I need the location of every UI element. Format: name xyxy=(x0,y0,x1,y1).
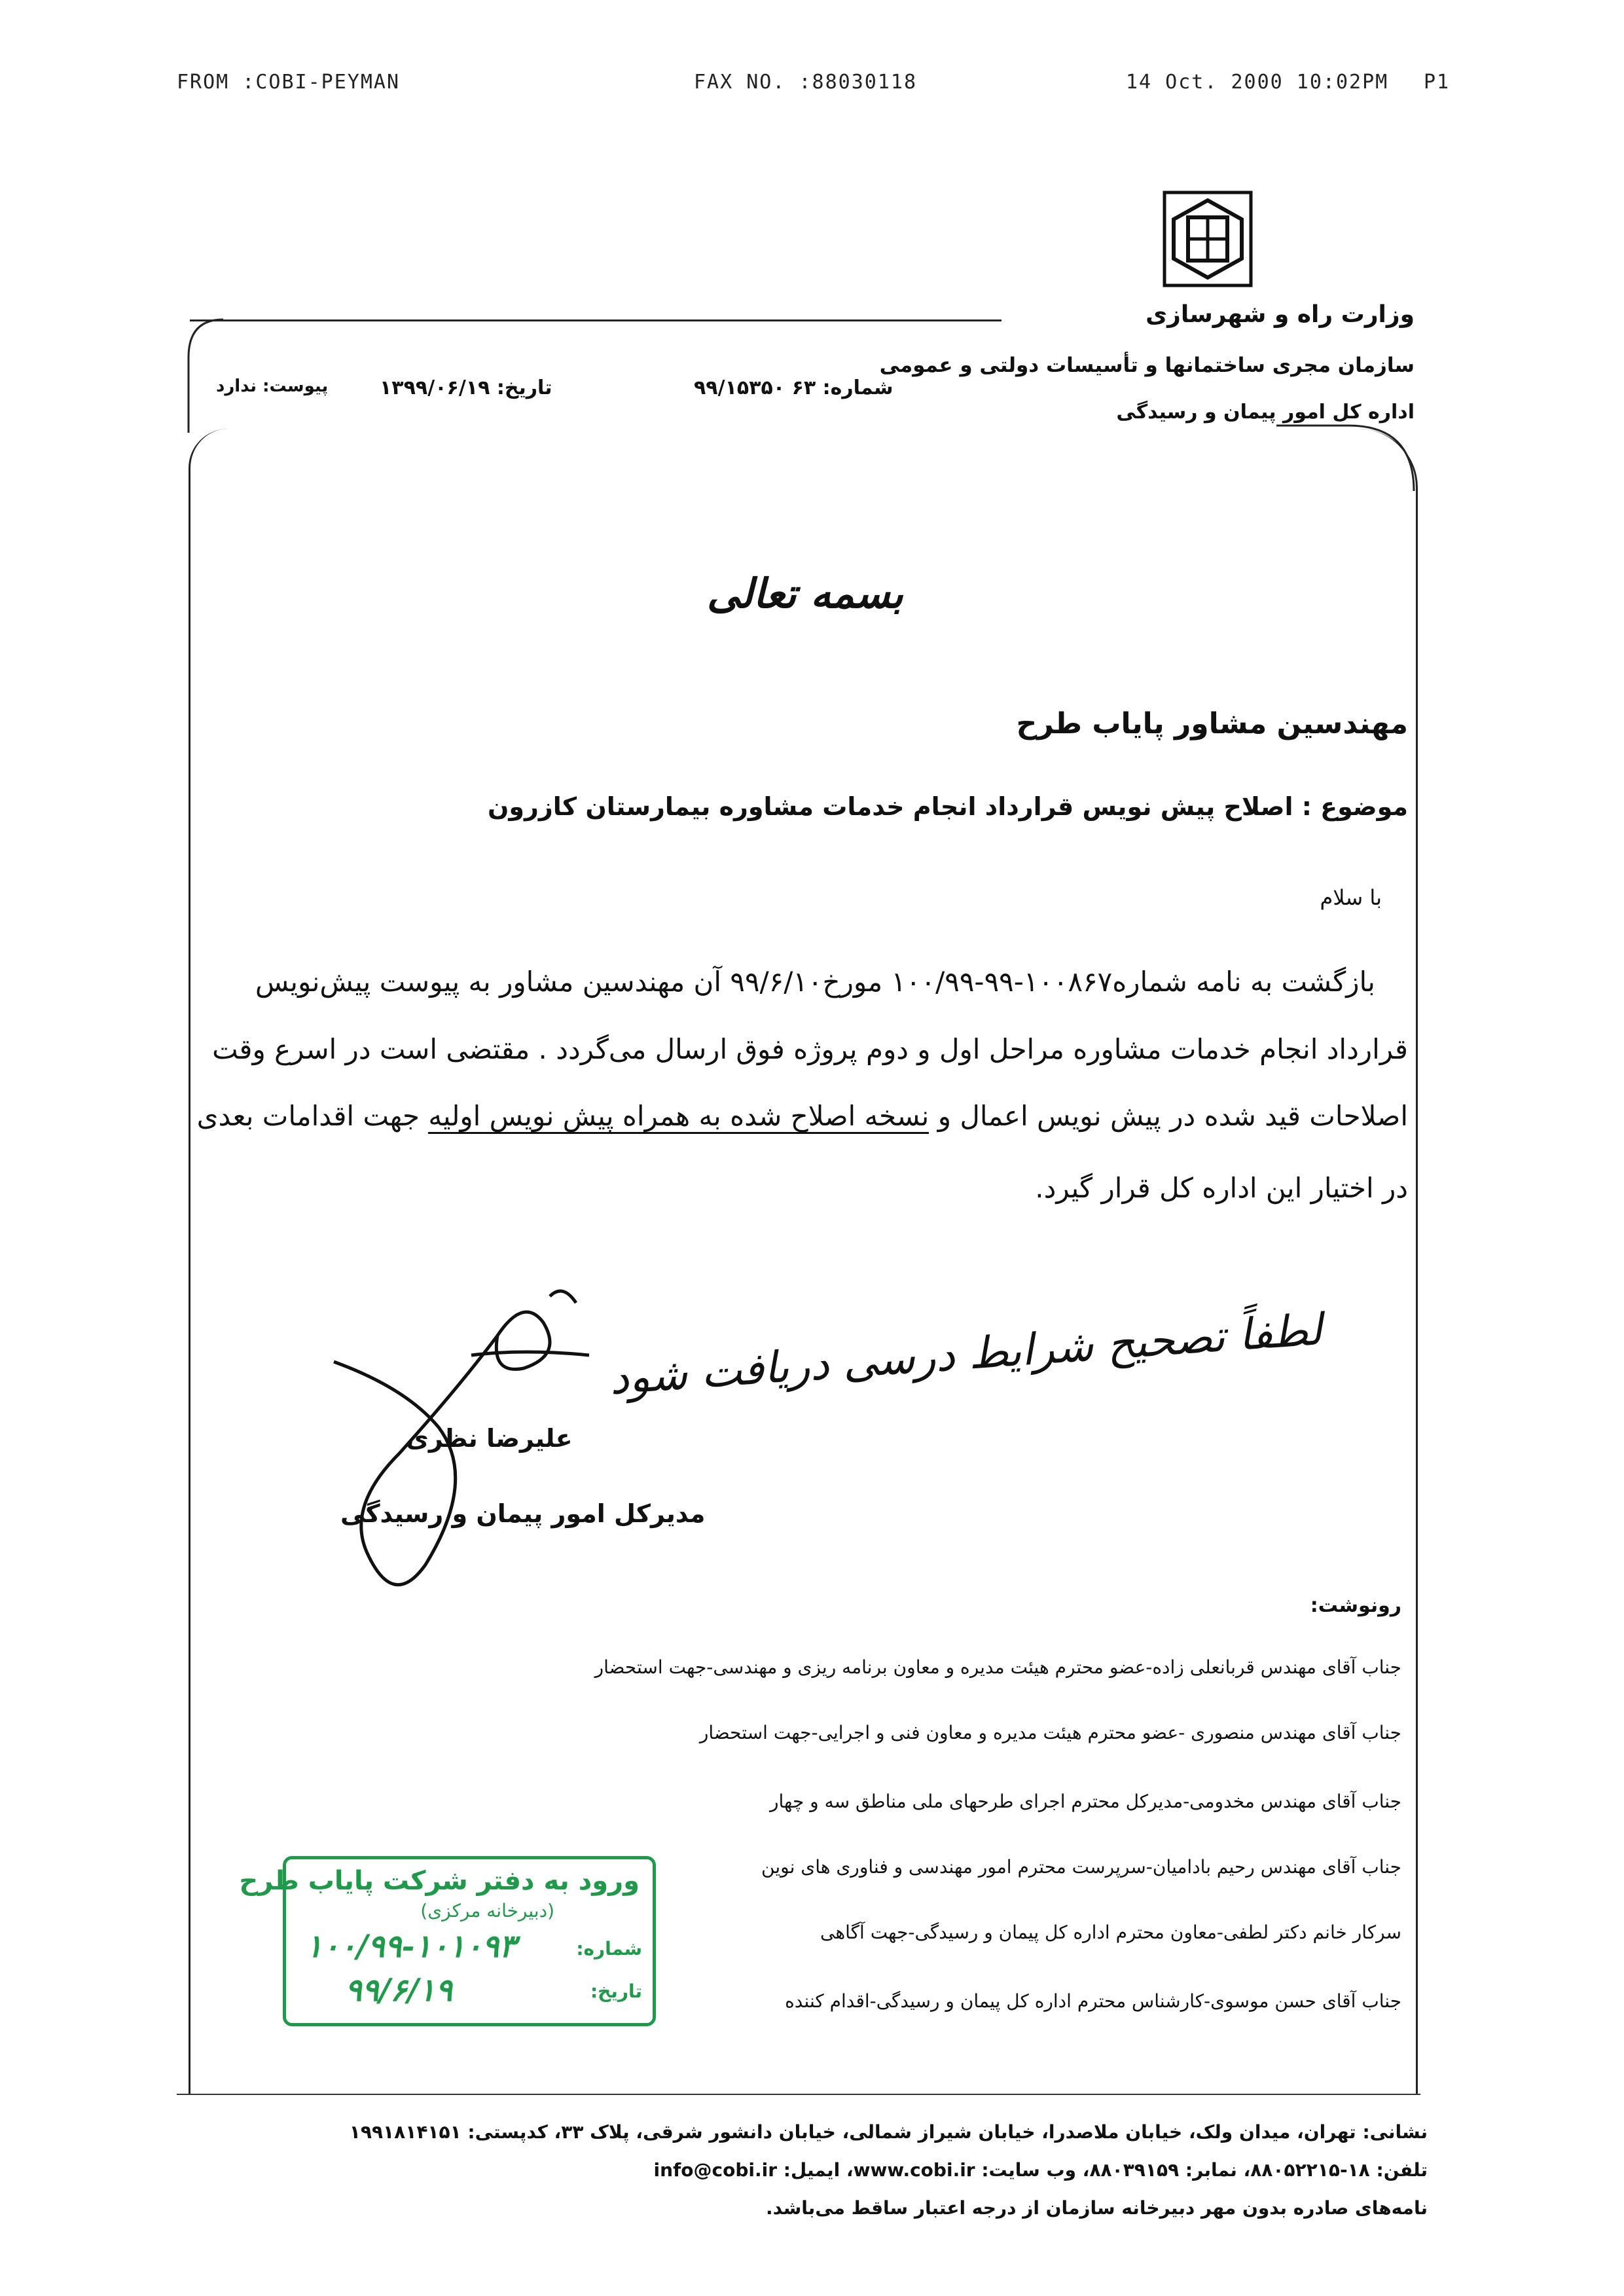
body-line-3: اصلاحات قید شده در پیش نویس اعمال و نسخه اصلاح شده به همراه پیش نویس اولیه جهت اقدامات بعدی xyxy=(197,1100,1408,1132)
body-line-2: قرارداد انجام خدمات مشاوره مراحل اول و دوم پروژه فوق ارسال می‌گردد . مقتضی است در اسرع وقت xyxy=(212,1033,1408,1065)
letter-date: تاریخ: ۱۳۹۹/۰۶/۱۹ xyxy=(380,376,552,399)
fax-from: FROM :COBI-PEYMAN xyxy=(177,71,401,94)
footer-notice: نامه‌های صادره بدون مهر دبیرخانه سازمان از درجه اعتبار ساقط می‌باشد. xyxy=(765,2197,1428,2219)
frame-left-corner xyxy=(187,318,226,433)
frame-corner xyxy=(1276,419,1417,498)
underlined-phrase: نسخه اصلاح شده به همراه پیش نویس اولیه xyxy=(428,1100,929,1134)
stamp-date-value: ۹۹/۶/۱۹ xyxy=(345,1972,452,2009)
stamp-date-label: تاریخ: xyxy=(590,1980,642,2002)
ministry-logo-icon xyxy=(1162,190,1254,288)
cc-item: جناب آقای حسن موسوی-کارشناس محترم اداره کل پیمان و رسیدگی-اقدام کننده xyxy=(785,1990,1401,2012)
body-line-1: بازگشت به نامه شماره۱۰۰۸۶۷-۹۹-۱۰۰/۹۹ مورخ۹۹/۶/۱۰ آن مهندسین مشاور به پیوست پیش‌نویس xyxy=(255,966,1375,998)
body-line-4: در اختیار این اداره کل قرار گیرد. xyxy=(1035,1172,1408,1204)
header-divider xyxy=(190,319,1001,321)
stamp-subtitle: (دبیرخانه مرکزی) xyxy=(420,1900,554,1922)
footer-address: نشانی: تهران، میدان ولک، خیابان ملاصدرا، خیابان شیراز شمالی، خیابان دانشور شرقی، پلاک ۳۳، کدپستی: ۱۹۹۱۸۱۴۱۵۱ xyxy=(349,2121,1428,2143)
department-name: اداره کل امور پیمان و رسیدگی xyxy=(1116,401,1415,424)
handwritten-note: لطفاً تصحیح شرایط درسی دریافت شود xyxy=(607,1304,1324,1404)
receipt-stamp xyxy=(239,1856,656,2026)
cc-title: رونوشت: xyxy=(1310,1594,1401,1617)
stamp-title: ورود به دفتر شرکت پایاب طرح xyxy=(239,1866,640,1896)
organization-name: سازمان مجری ساختمانها و تأسیسات دولتی و عمومی xyxy=(879,354,1415,377)
ministry-name: وزارت راه و شهرسازی xyxy=(1146,301,1415,328)
greeting: با سلام xyxy=(1320,885,1382,910)
cc-item: جناب آقای مهندس قربانعلی زاده-عضو محترم هیئت مدیره و معاون برنامه ریزی و مهندسی-جهت استحضار xyxy=(594,1656,1401,1678)
cc-item: جناب آقای مهندس رحیم بادامیان-سرپرست محترم امور مهندسی و فناوری های نوین xyxy=(761,1856,1401,1878)
cc-item: جناب آقای مهندس منصوری -عضو محترم هیئت مدیره و معاون فنی و اجرایی-جهت استحضار xyxy=(699,1722,1401,1743)
signatory-name: علیرضا نظری xyxy=(406,1424,573,1453)
stamp-number-label: شماره: xyxy=(576,1938,642,1959)
cc-item: جناب آقای مهندس مخدومی-مدیرکل محترم اجرای طرحهای ملی مناطق سه و چهار xyxy=(769,1791,1401,1812)
cc-item: سرکار خانم دکتر لطفی-معاون محترم اداره کل پیمان و رسیدگی-جهت آگاهی xyxy=(820,1922,1401,1943)
letter-number: شماره: ۶۳ ۹۹/۱۵۳۵۰ xyxy=(694,376,893,399)
fax-datetime: 14 Oct. 2000 10:02PM xyxy=(1126,71,1389,94)
signatory-title: مدیرکل امور پیمان و رسیدگی xyxy=(340,1499,706,1528)
stamp-number-value: ۱۰۰/۹۹-۱۰۱۰۹۳ xyxy=(306,1928,516,1965)
fax-number: FAX NO. :88030118 xyxy=(694,71,918,94)
footer-contact: تلفن: ۱۸-۸۸۰۵۲۲۱۵، نمابر: ۸۸۰۳۹۱۵۹، وب سایت: www.cobi.ir، ایمیل: info@cobi.ir xyxy=(653,2159,1428,2181)
letter-attachment: پیوست: ندارد xyxy=(216,376,329,396)
addressee: مهندسین مشاور پایاب طرح xyxy=(1016,707,1408,740)
bismillah: بسمه تعالی xyxy=(707,570,903,617)
footer-divider xyxy=(177,2094,1420,2095)
fax-page: P1 xyxy=(1424,71,1451,94)
subject: موضوع : اصلاح پیش نویس قرارداد انجام خدمات مشاوره بیمارستان کازرون xyxy=(487,792,1408,821)
